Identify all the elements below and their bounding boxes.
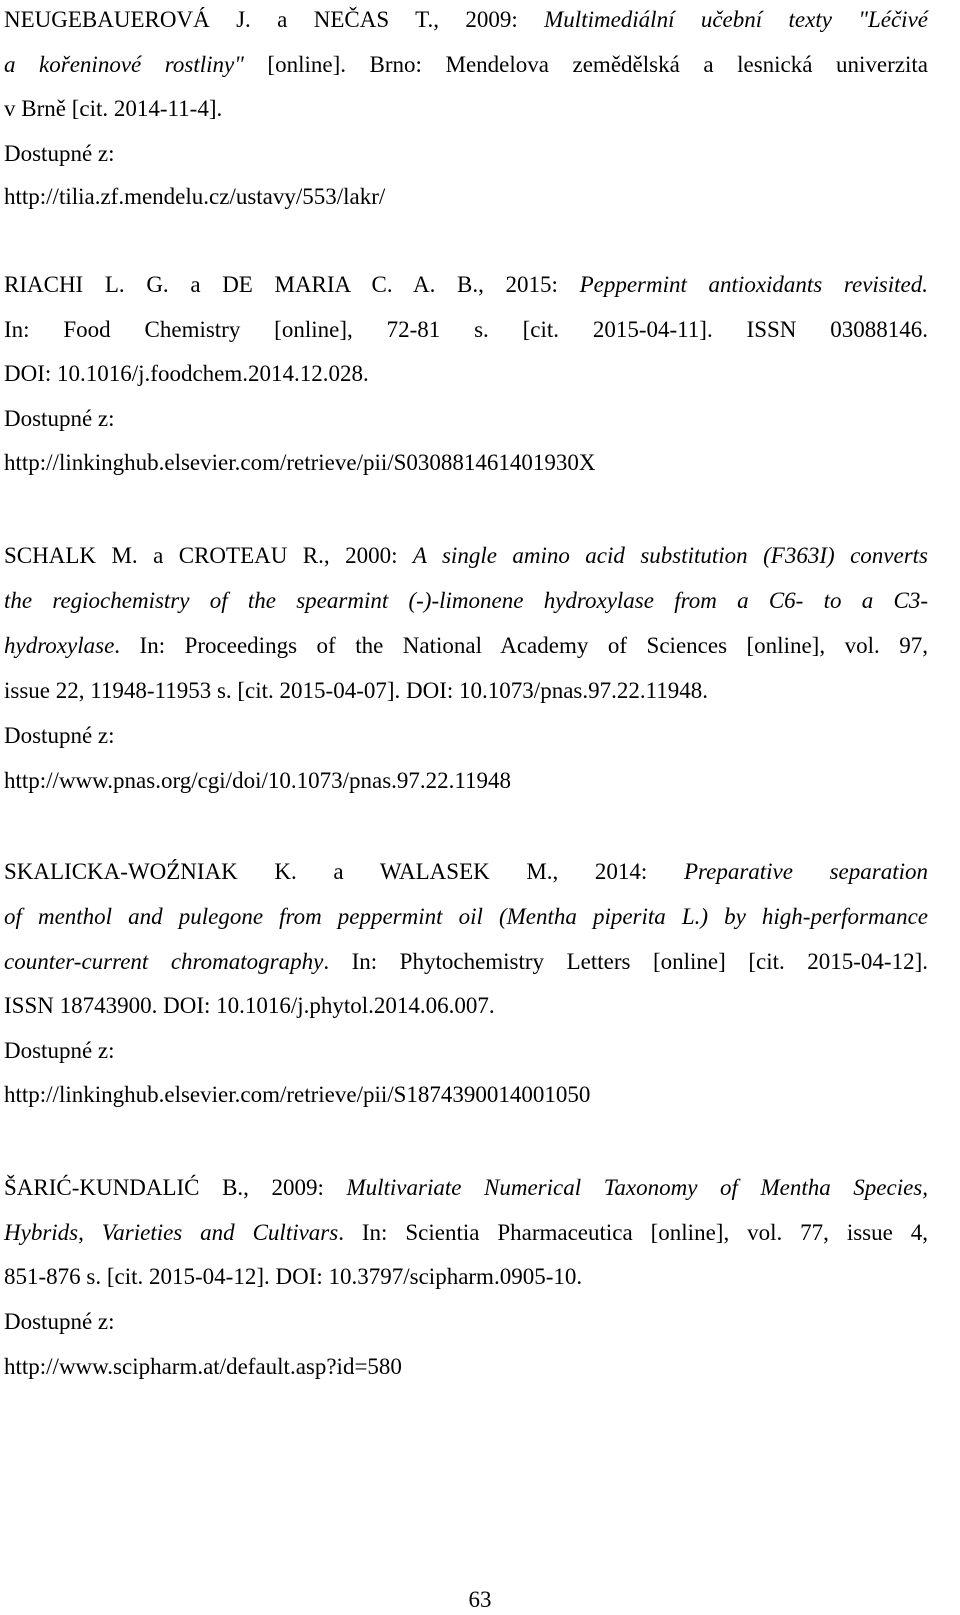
availability-label: Dostupné z:: [4, 1309, 115, 1334]
availability-label: Dostupné z:: [4, 141, 115, 166]
reference-line: In: Food Chemistry [online], 72-81 s. [cit. 2015-04-11]. ISSN 03088146.: [4, 317, 928, 342]
availability-label: Dostupné z:: [4, 723, 115, 748]
reference-line: SKALICKA-WOŹNIAK K. a WALASEK M., 2014: Preparative separation: [4, 859, 928, 884]
reference-url[interactable]: http://www.scipharm.at/default.asp?id=580: [4, 1354, 402, 1379]
reference-url[interactable]: http://linkinghub.elsevier.com/retrieve/pii/S1874390014001050: [4, 1082, 591, 1107]
availability-label: Dostupné z:: [4, 1038, 115, 1063]
reference-line: ISSN 18743900. DOI: 10.1016/j.phytol.2014.06.007.: [4, 993, 495, 1018]
availability-label: Dostupné z:: [4, 406, 115, 431]
reference-line: of menthol and pulegone from peppermint oil (Mentha piperita L.) by high-performance: [4, 904, 928, 929]
reference-line: a kořeninové rostliny" [online]. Brno: Mendelova zemědělská a lesnická univerzita: [4, 52, 928, 77]
page-number: 63: [468, 1587, 492, 1612]
reference-line: counter-current chromatography. In: Phytochemistry Letters [online] [cit. 2015-04-12].: [4, 949, 928, 974]
reference-line: v Brně [cit. 2014-11-4].: [4, 96, 223, 121]
reference-line: the regiochemistry of the spearmint (-)-limonene hydroxylase from a C6- to a C3-: [4, 588, 928, 613]
reference-line: hydroxylase. In: Proceedings of the National Academy of Sciences [online], vol. 97,: [4, 633, 928, 658]
reference-line: ŠARIĆ-KUNDALIĆ B., 2009: Multivariate Numerical Taxonomy of Mentha Species,: [4, 1175, 928, 1200]
reference-line: SCHALK M. a CROTEAU R., 2000: A single amino acid substitution (F363I) converts: [4, 543, 929, 568]
reference-url[interactable]: http://www.pnas.org/cgi/doi/10.1073/pnas.97.22.11948: [4, 768, 512, 793]
reference-url[interactable]: http://tilia.zf.mendelu.cz/ustavy/553/lakr/: [4, 184, 386, 209]
reference-line: NEUGEBAUEROVÁ J. a NEČAS T., 2009: Multimediální učební texty "Léčivé: [4, 7, 928, 32]
reference-line: RIACHI L. G. a DE MARIA C. A. B., 2015: Peppermint antioxidants revisited.: [4, 272, 929, 297]
reference-line: 851-876 s. [cit. 2015-04-12]. DOI: 10.3797/scipharm.0905-10.: [4, 1264, 583, 1289]
reference-line: issue 22, 11948-11953 s. [cit. 2015-04-07]. DOI: 10.1073/pnas.97.22.11948.: [4, 678, 708, 703]
reference-line: Hybrids, Varieties and Cultivars. In: Scientia Pharmaceutica [online], vol. 77, issue 4,: [4, 1220, 928, 1245]
reference-url[interactable]: http://linkinghub.elsevier.com/retrieve/pii/S030881461401930X: [4, 450, 596, 475]
reference-line: DOI: 10.1016/j.foodchem.2014.12.028.: [4, 361, 369, 386]
